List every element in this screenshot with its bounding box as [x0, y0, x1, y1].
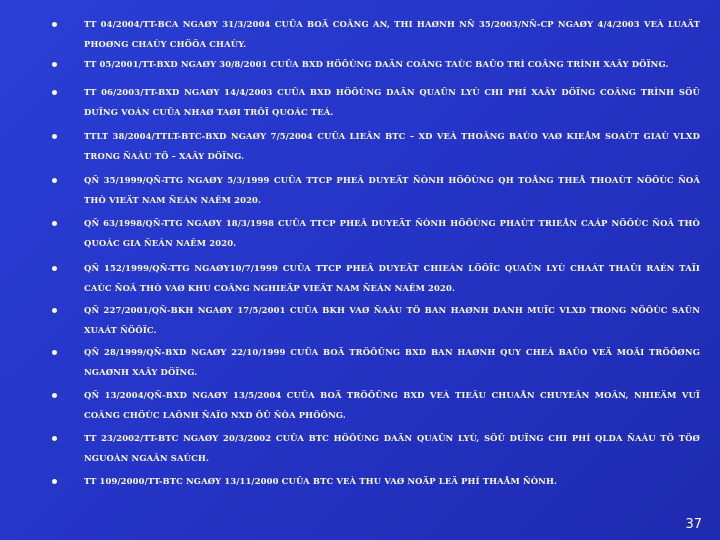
list-item	[56, 54, 700, 82]
list-item	[56, 342, 700, 385]
list-item-text: QÑ 152/1999/QÑ-TTG NGAØY10/7/1999 CUÛA TTCP PHEÂ DUYEÄT CHIEÁN LÖÔÏC QUAÛN LYÙ CHAÁT THAÛI RAÉN TAÏI CAÙC ÑOÂ THÒ VAØ KHU COÂNG NGHIEÄP VIEÄT NAM ÑEÁN NAÊM 2020.	[84, 263, 700, 293]
bullet-icon	[52, 350, 57, 355]
list-item	[56, 213, 700, 258]
list-item-text: QÑ 28/1999/QÑ-BXD NGAØY 22/10/1999 CUÛA BOÄ TRÖÔÛNG BXD BAN HAØNH QUY CHEÁ BAÛO VEÄ MOÂI TRÖÔØNG NGAØNH XAÂY DÖÏNG.	[84, 347, 700, 377]
list-item	[56, 300, 700, 342]
bullet-icon	[52, 62, 57, 67]
list-item-text: QÑ 227/2001/QÑ-BKH NGAØY 17/5/2001 CUÛA BKH VAØ ÑAÀU TÖ BAN HAØNH DANH MUÏC VLXD TRONG NÖÔÙC SAÛN XUAÁT ÑÖÔÏC.	[84, 305, 700, 335]
list-item-text: TT 04/2004/TT-BCA NGAØY 31/3/2004 CUÛA BOÄ COÂNG AN, THI HAØNH NÑ 35/2003/NÑ-CP NGAØY 4/4/2003 VEÀ LUAÄT PHOØNG CHAÙY CHÖÕA CHAÙY.	[84, 19, 700, 49]
bullet-icon	[52, 221, 57, 226]
bullet-list	[56, 14, 700, 495]
bullet-icon	[52, 479, 57, 484]
list-item-text: TT 109/2000/TT-BTC NGAØY 13/11/2000 CUÛA BTC VEÀ THU VAØ NOÄP LEÄ PHÍ THAÅM ÑÒNH.	[84, 476, 558, 486]
list-item-text: QÑ 35/1999/QÑ-TTG NGAØY 5/3/1999 CUÛA TTCP PHEÂ DUYEÄT ÑÒNH HÖÔÙNG QH TOÅNG THEÅ THOAÙT NÖÔÙC ÑOÂ THÒ VIEÄT NAM ÑEÁN NAÊM 2020.	[84, 175, 700, 205]
list-item-text: TT 23/2002/TT-BTC NGAØY 20/3/2002 CUÛA BTC HÖÔÙNG DAÃN QUAÛN LYÙ, SÖÛ DUÏNG CHI PHÍ QLDA ÑAÀU TÖ TÖØ NGUOÀN NGAÂN SAÙCH.	[84, 433, 700, 463]
list-item	[56, 428, 700, 471]
list-item	[56, 126, 700, 170]
list-item-text: QÑ 13/2004/QÑ-BXD NGAØY 13/5/2004 CUÛA BOÄ TRÖÔÛNG BXD VEÀ TIEÂU CHUAÅN CHUYEÂN MOÂN, NHIEÄM VUÏ COÂNG CHÖÙC LAÕNH ÑAÏO NXD ÔÛ ÑÒA PHÖÔNG.	[84, 390, 700, 420]
bullet-icon	[52, 22, 57, 27]
list-item-text: TT 05/2001/TT-BXD NGAØY 30/8/2001 CUÛA BXD HÖÔÙNG DAÃN COÂNG TAÙC BAÛO TRÌ COÂNG TRÌNH XAÂY DÖÏNG.	[84, 59, 669, 69]
list-item	[56, 170, 700, 213]
page-number: 37	[685, 517, 702, 532]
bullet-icon	[52, 178, 57, 183]
bullet-icon	[52, 436, 57, 441]
bullet-icon	[52, 134, 57, 139]
bullet-icon	[52, 90, 57, 95]
list-item-text: QÑ 63/1998/QÑ-TTG NGAØY 18/3/1998 CUÛA TTCP PHEÂ DUYEÄT ÑÒNH HÖÔÙNG PHAÙT TRIEÅN CAÁP NÖÔÙC ÑOÂ THÒ QUOÁC GIA ÑEÁN NAÊM 2020.	[84, 218, 700, 248]
list-item-text: TTLT 38/2004/TTLT-BTC-BXD NGAØY 7/5/2004 CUÛA LIEÂN BTC – XD VEÀ THOÂNG BAÙO VAØ KIEÅM SOAÙT GIAÙ VLXD TRONG ÑAÀU TÖ – XAÂY DÖÏNG.	[84, 131, 700, 161]
bullet-icon	[52, 266, 57, 271]
bullet-icon	[52, 308, 57, 313]
list-item	[56, 385, 700, 428]
bullet-icon	[52, 393, 57, 398]
list-item	[56, 14, 700, 54]
list-item	[56, 258, 700, 300]
list-item	[56, 471, 700, 495]
list-item-text: TT 06/2003/TT-BXD NGAØY 14/4/2003 CUÛA BXD HÖÔÙNG DAÃN QUAÛN LYÙ CHI PHÍ XAÂY DÖÏNG COÂNG TRÌNH SÖÛ DUÏNG VOÁN CUÛA NHAØ TAØI TRÔÏ QUOÁC TEÁ.	[84, 87, 700, 117]
list-item	[56, 82, 700, 126]
